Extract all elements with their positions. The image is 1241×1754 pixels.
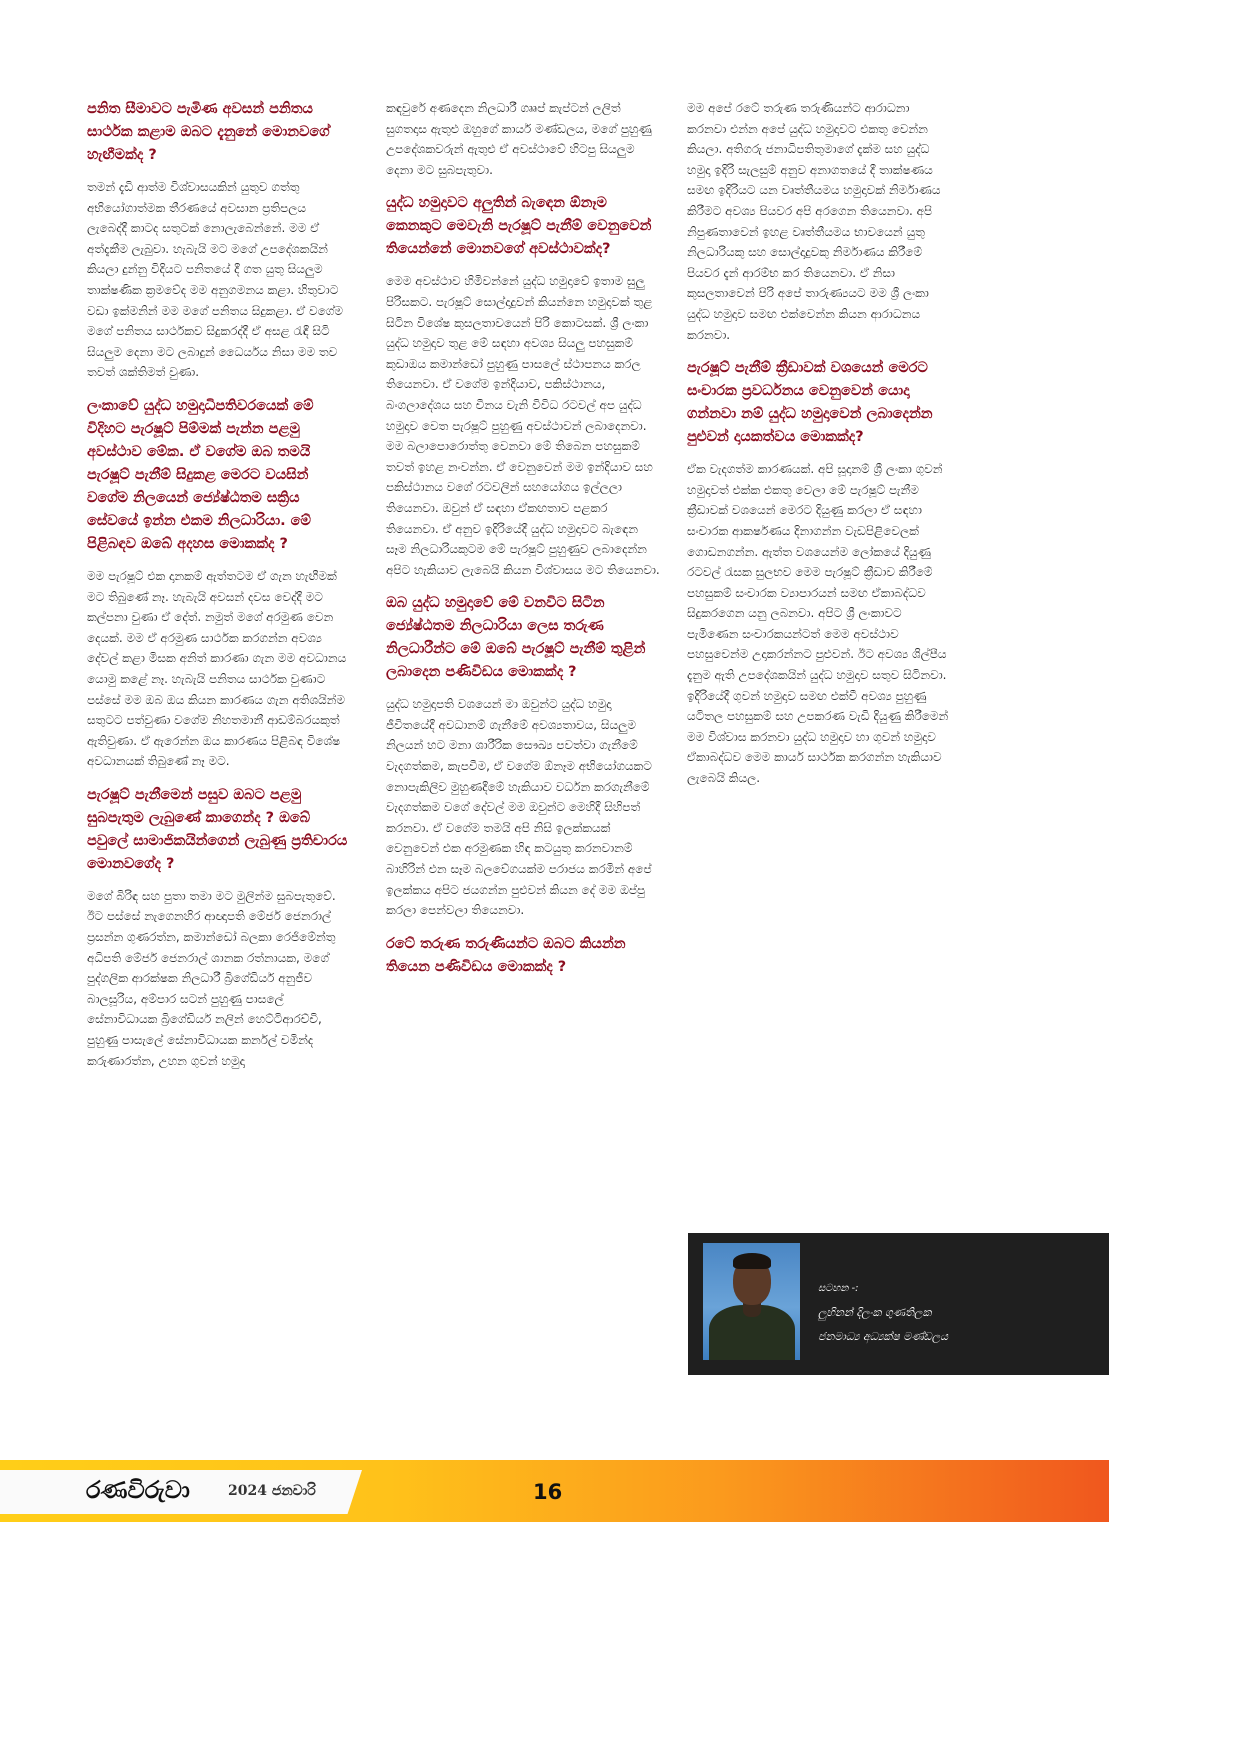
author-photo <box>703 1243 800 1360</box>
question-heading: පනිත සීමාවට පැමිණ අවසන් පනිතය සාර්ථක කළාම ඔබට දැනුනේ මොනවගේ හැඟීමක්ද ? <box>87 101 330 163</box>
answer-paragraph: තමන් දැඩි ආත්ම විශ්වාසයකින් යුතුව ගත්තු අභියෝගාත්මක තීරණයේ අවසාන ප්‍රතිපලය ලැබෙද්දී කාටද සතුටක් නොලැබෙන්නේ. මම ඒ අත්දැකීම ලැබුවා. හැබැයි මට මගේ උපදේශකයින් කියලා දුන්නු විදියට පනිතයේ දී ගත යුතු සියලුම තාක්ෂණික ක්‍රමවේද මම අනුගමනය කළා. හිතුවාට වඩා ඉක්මනින් මම මගේ පනිතය සිදුකළා. ඒ වගේම මගේ පනිතය සාර්ථකව සිදුකරද්දී ඒ අසළ රැඳී සිටි සියලුම දෙනා මට ලබාදුන් ධෛර්යය නිසා මම තව තවත් ශක්තිමත් වුණා. <box>87 180 343 380</box>
question-heading: යුද්ධ හමුදාවට අලුතින් බැඳෙන ඕනෑම කෙනකුට මෙවැනි පැරෂූට් පැනීම් වෙනුවෙන් තියෙන්නේ මොනවගේ අවස්ථාවක්ද? <box>386 195 652 258</box>
article-column-1 <box>87 98 349 1083</box>
author-credit-box <box>688 1233 1109 1375</box>
answer-paragraph: යුද්ධ හමුදාපති වශයෙන් මා ඔවුන්ට යුද්ධ හමුදා ජීවිතයේදී අවධානම් ගැනීමේ අවශ්‍යතාවය, සියලුම නිලයන් හට මනා ශාරීරික සෞඛ්‍ය පවත්වා ගැනීමේ වැදගත්කම, කැපවීම, ඒ වගේම ඕනෑම අභියෝගයකට නොපැකිලිව මුහුණදීමේ හැකියාව වර්ධන කරගැනීමේ වැදගත්කම වගේ දේවල් මම ඔවුන්ට මෙහිදී සිහිපත් කරනවා. ඒ වගේම තමයි අපි නිසි ඉලක්කයක් වෙනුවෙන් එක අරමුණක හිඳ කටයුතු කරනවානම් බාහිරින් එන සෑම බලවේගයක්ම පරාජය කරමින් අපේ ඉලක්කය අපිට ජයගන්න පුළුවන් කියන දේ මම ඔප්පු කරලා පෙන්වලා තියෙනවා. <box>386 697 652 918</box>
hair-shape <box>733 1253 771 1269</box>
credit-label: සටහන -: <box>818 1283 859 1294</box>
magazine-logo: රණවිරුවා <box>86 1476 190 1504</box>
answer-paragraph: කඳවුරේ අණදෙන නිලධාරී ගෲප් කැප්ටන් ලලිත් සුගතදාස ඇතුළු ඔහුගේ කාර්ය මණ්ඩලය, මගේ පුහුණු උපදේශකවරුන් ඇතුළු ඒ අවස්ථාවේ හිටපු සියලුම දෙනා මට සුබපැතුවා. <box>386 101 652 177</box>
answer-paragraph: මෙම අවස්ථාව හිමිවන්නේ යුද්ධ හමුදාවේ ඉතාම සුලු පිරිසකට. පැරෂූට් සොල්දාදුවන් කියන්නෙ හමුදාවක් තුළ සිටින විශේෂ කුසලතාවයෙන් පිරි කොටසක්. ශ්‍රී ලංකා යුද්ධ හමුදාව තුළ මේ සඳහා අවශ්‍ය සියලු පහසුකම් කුඩාඔය කමාන්ඩෝ පුහුණු පාසලේ ස්ථාපනය කරල තියෙනවා. ඒ වගේම ඉන්දියාව, පකිස්ථානය, බංගලාදේශය සහ චීනය වැනි විවිධ රටවල් අප යුද්ධ හමුදාව වෙත පැරෂූට් පුහුණු අවස්ථාවන් ලබාදෙනවා. මම බලාපොරොත්තු වෙනවා මේ තිබෙන පහසුකම් තවත් ඉහළ නංවන්න. ඒ වෙනුවෙන් මම ඉන්දියාව සහ පකිස්ථානය වගේ රටවලින් සහයෝගය ඉල්ලලා තියෙනවා. ඔවුන් ඒ සඳහා ඒකඟතාව පළකර තියෙනවා. ඒ අනුව ඉදිරියේදී යුද්ධ හමුදාවට බැඳෙන සෑම නිලධාරියකුටම මේ පැරෂූට් පුහුණුව ලබාදෙන්න අපිට හැකියාව ලැබෙයි කියන විශ්වාසය මට තියෙනවා. <box>386 274 660 577</box>
answer-paragraph: ඒක වැදගත්ම කාරණයක්. අපි සූදානම් ශ්‍රී ලංකා ගුවන් හමුදාවත් එක්ක එකතු වෙලා මේ පැරෂූට් පැනීම ක්‍රීඩාවක් වශයෙන් මෙරට දියුණු කරලා ඒ සඳහා සංචාරක ආකර්ෂණය දිනාගන්න වැඩපිළිවෙලක් ගොඩනගන්න. ඇත්ත වශයෙන්ම ලෝකයේ දියුණු රටවල් රැසක සුලභව මෙම පැරෂූට් ක්‍රීඩාව කිරීමේ පහසුකම් සංචාරක ව්‍යාපාරයන් සමඟ ඒකාබද්ධව සිදුකරගෙන යනු ලබනවා. අපිට ශ්‍රී ලංකාවට පැමිණෙන සංචාරකයන්ටත් මෙම අවස්ථාව පහසුවෙන්ම උදාකරන්නට පුළුවන්. ඊට අවශ්‍ය ශිල්පීය දැනුම ඇති උපදේශකයින් යුද්ධ හමුදාව සතුව සිටිනවා. ඉදිරියේදී ගුවන් හමුදාව සමඟ එක්වී අවශ්‍ය පුහුණු යටිතල පහසුකම් සහ උපකරණ වැඩි දියුණු කිරීමෙන් මම විශ්වාස කරනවා යුද්ධ හමුදාව හා ගුවන් හමුදාව ඒකාබද්ධව මෙම කාර්ය සාර්ථක කරගන්න හැකියාව ලැබෙයි කියල. <box>687 462 949 786</box>
answer-paragraph: මම පැරෂූට් එක දානකම් ඇත්තටම ඒ ගැන හැඟීමක් මට තිබුණේ නෑ. හැබැයි අවසන් දවස වෙද්දී මට කල්පනා වුණා ඒ දේත්. නමුත් මගේ අරමුණ වෙන දෙයක්. මම ඒ අරමුණ සාර්ථක කරගන්න අවශ්‍ය දේවල් කළා මිසක අනිත් කාරණා ගැන මම අවධානය යොමු කළේ නෑ. හැබැයි පනිතය සාර්ථක වුණාට පස්සේ මම ඔබ ඔය කියන කාරණය ගැන අතිශයින්ම සතුටට පත්වුණා වගේම නිහතමානී ආඩම්බරයකුත් ඇතිවුණා. ඒ ඇරෙන්න ඔය කාරණය පිළිබඳ විශේෂ අවධානයක් තිබුණේ නෑ මට. <box>87 568 347 769</box>
issue-date: 2024 ජනවාරි <box>228 1483 316 1499</box>
article-column-3 <box>687 98 949 801</box>
credit-name: ලුහිනන් දිලංක ගුණතිලක <box>818 1306 932 1319</box>
question-heading: පැරෂූට් පැනීමෙන් පසුව ඔබට පළමු සුබපැතුම ලැබුණේ කාගෙන්ද ? ඔබේ පවුලේ සාමාජිකයින්ගෙන් ලැබුණු ප්‍රතිචාරය මොනවගේද ? <box>87 786 348 872</box>
credit-unit: ජනමාධ්‍ය අධ්‍යක්ෂ මණ්ඩලය <box>818 1330 949 1343</box>
credit-text <box>818 1277 948 1349</box>
question-heading: රටේ තරුණ තරුණියන්ට ඔබට කියන්න තියෙන පණිවිඩය මොකක්ද ? <box>386 935 626 975</box>
article-column-2 <box>386 98 661 989</box>
question-heading: ලංකාවේ යුද්ධ හමුදාධිපතිවරයෙක් මේ විදිහට පැරෂූට් පිම්මක් පැන්න පළමු අවස්ථාව මේක. ඒ වගේම ඔබ තමයි පැරෂූට් පැනීම් සිදුකළ මෙරට වයසින් වගේම නිලයෙන් ජ්‍යේෂ්ඨතම සක්‍රිය සේවයේ ඉන්න එකම නිලධාරියා. මේ පිළිබඳව ඔබේ අදහස මොකක්ද ? <box>87 397 314 552</box>
answer-paragraph: මගේ බිරිඳ සහ පුතා තමා මට මුලින්ම සුබපැතුවේ. ඊට පස්සේ නැගෙනහිර ආඥාපති මේජර් ජෙනරාල් ප්‍රසන්න ගුණරත්න, කමාන්ඩෝ බලකා රෙජිමේන්තු අධිපති මේජර් ජෙනරාල් ශානක රත්නායක, මගේ පුද්ගලික ආරක්ෂක නිලධාරී බ්‍රිගේඩියර් අනුජීව බාලසූරිය, අම්පාර සටන් පුහුණු පාසලේ සේනාවිධායක බ්‍රිගේඩියර් නලින් හෙට්ටිආරච්චි, පුහුණු පාසැලේ සේනාවිධායක කර්නල් චමින්ද කරුණාරත්න, උහන ගුවන් හමුදා <box>87 888 336 1068</box>
answer-paragraph: මම අපේ රටේ තරුණ තරුණියන්ට ආරාධනා කරනවා එන්න අපේ යුද්ධ හමුදාවට එකතු වෙන්න කියලා. අතිගරු ජනාධිපතිතුමාගේ දැක්ම සහ යුද්ධ හමුදා ඉදිරි සැලසුම් අනුව අනාගතයේ දී තාක්ෂණය සමඟ ඉදිරියට යන වෘත්තීයමය හමුදාවක් නිර්මාණය කිරීමට අවශ්‍ය පියවර අපි අරගෙන තියෙනවා. අපි නිපුණතාවෙන් ඉහළ වෘත්තීයමය භාවයෙන් යුතු නිලධාරියකු සහ සොල්දාදුවකු නිර්මාණය කිරීමේ පියවර දැන් ආරම්භ කර තියෙනවා. ඒ නිසා කුසලතාවෙන් පිරි අපේ තාරුණ්‍යයට මම ශ්‍රී ලංකා යුද්ධ හමුදාව සමඟ එක්වෙන්න කියන ආරාධනය කරනවා. <box>687 101 941 342</box>
page-number: 16 <box>533 1480 563 1504</box>
question-heading: ඔබ යුද්ධ හමුදාවේ මේ වනවිට සිටින ජ්‍යේෂ්ඨතම නිලධාරියා ලෙස තරුණ නිලධාරීන්ට මේ ඔබේ පැරෂූට් පැනීම් තුළින් ලබාදෙන පණිවිඩය මොකක්ද ? <box>386 595 646 681</box>
question-heading: පැරෂූට් පැනීම් ක්‍රීඩාවක් වශයෙන් මෙරට සංචාරක ප්‍රවර්ධනය වෙනුවෙන් යොදා ගන්නවා නම් යුද්ධ හමුදාවෙන් ලබාදෙන්න පුළුවන් දායකත්වය මොකක්ද? <box>687 360 933 446</box>
